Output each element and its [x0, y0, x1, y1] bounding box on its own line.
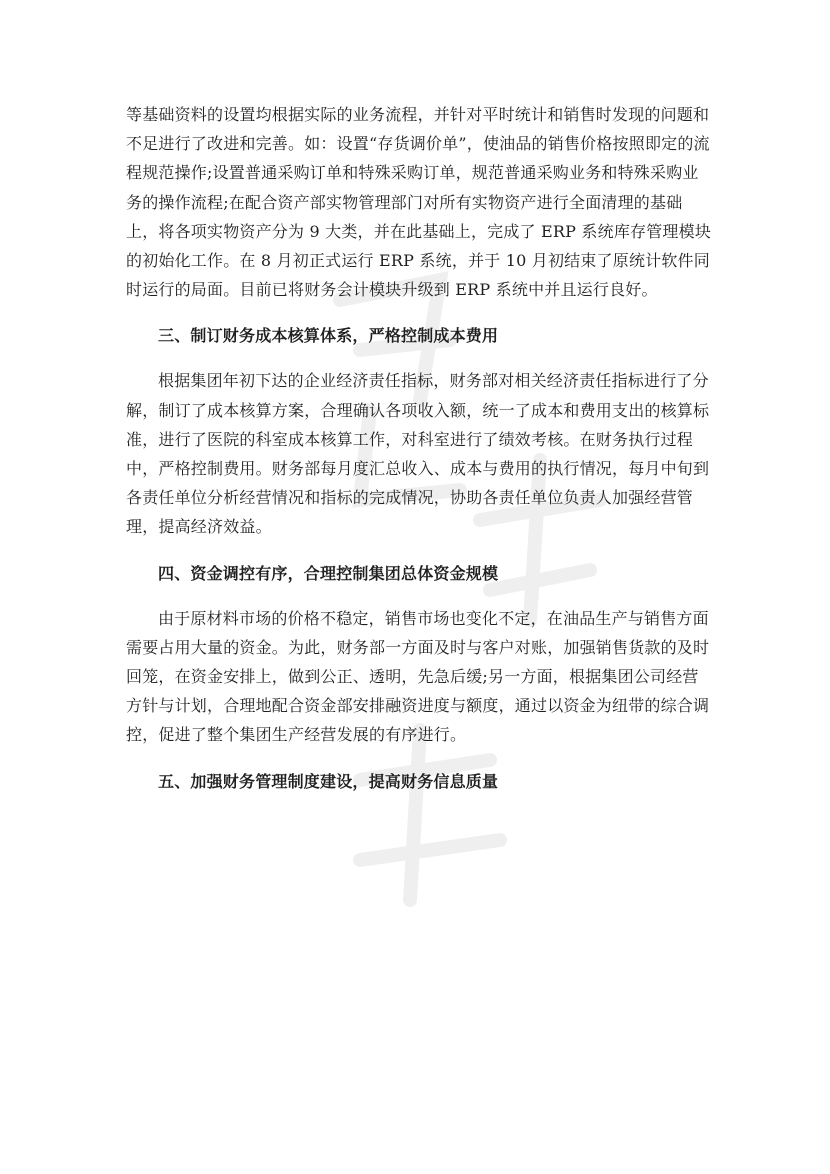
document-body — [126, 100, 714, 812]
paragraph-cost-accounting: 根据集团年初下达的企业经济责任指标，财务部对相关经济责任指标进行了分解，制订了成本核算方案，合理确认各项收入额，统一了成本和费用支出的核算标准，进行了医院的科室成本核算工作，对科室进行了绩效考核。在财务执行过程中，严格控制费用。财务部每月度汇总收入、成本与费用的执行情况，每月中旬到各责任单位分析经营情况和指标的完成情况，协助各责任单位负责人加强经营管理，提高经济效益。 — [126, 371, 710, 537]
paragraph-fund-control: 由于原材料市场的价格不稳定，销售市场也变化不定，在油品生产与销售方面需要占用大量的资金。为此，财务部一方面及时与客户对账，加强销售货款的及时回笼，在资金安排上，做到公正、透明，先急后缓;另一方面，根据集团公司经营方针与计划，合理地配合资金部安排融资进度与额度，通过以资金为纽带的综合调控，促进了整个集团生产经营发展的有序进行。 — [126, 608, 710, 745]
section-heading-3: 三、制订财务成本核算体系，严格控制成本费用 — [158, 326, 499, 346]
section-heading-5: 五、加强财务管理制度建设，提高财务信息质量 — [158, 771, 499, 791]
section-heading-4: 四、资金调控有序，合理控制集团总体资金规模 — [158, 563, 499, 583]
paragraph-erp-setup: 等基础资料的设置均根据实际的业务流程，并针对平时统计和销售时发现的问题和不足进行了改进和完善。如：设置“存货调价单”，使油品的销售价格按照即定的流程规范操作;设置普通采购订单和特殊采购订单，规范普通采购业务和特殊采购业务的操作流程;在配合资产部实物管理部门对所有实物资产进行全面清理的基础上，将各项实物资产分为 9 大类，并在此基础上，完成了 ERP 系统库存管理模块的初始化工作。在 8 月初正式运行 ERP 系统，并于 10 月初结束了原统计软件同时运行的局面。目前已将财务会计模块升级到 ERP 系统中并且运行良好。 — [126, 105, 712, 300]
